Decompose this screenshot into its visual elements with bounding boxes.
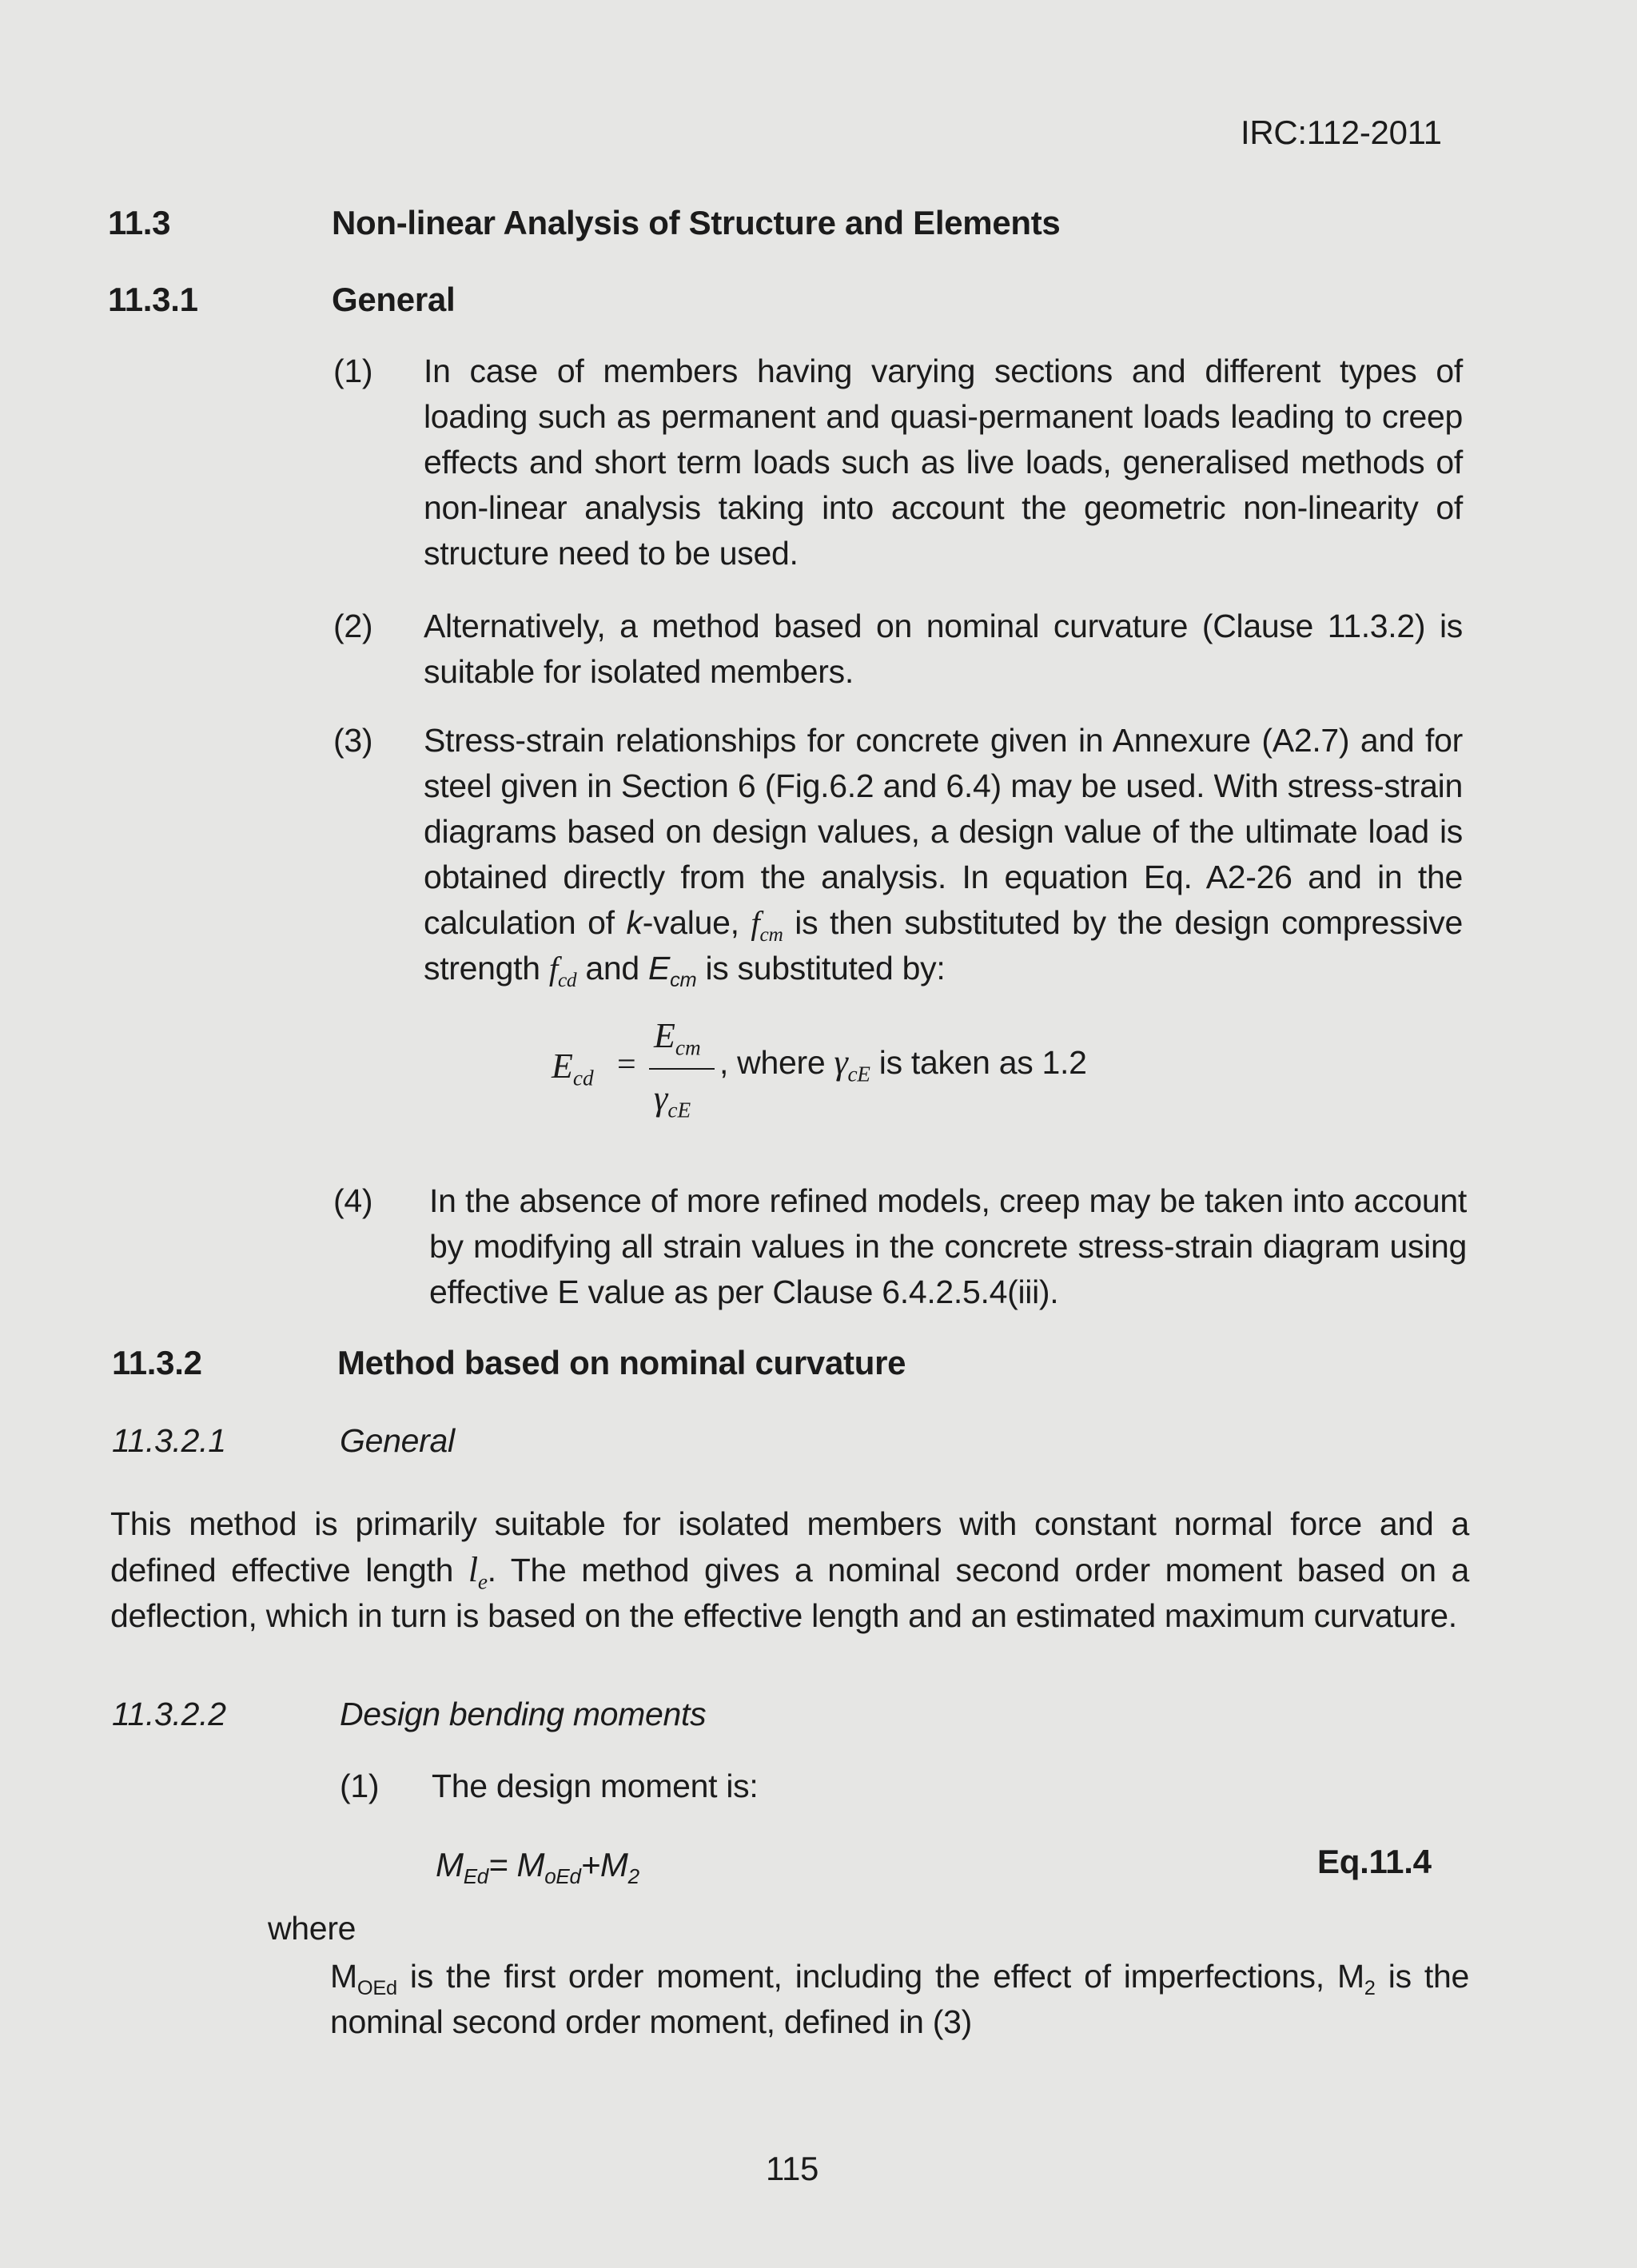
formula-equals: = — [617, 1046, 636, 1083]
item-text: The design moment is: — [432, 1768, 759, 1804]
clause-title: Design bending moments — [340, 1696, 707, 1732]
item-label: (1) — [333, 353, 373, 389]
general-paragraph: This method is primarily suitable for isolated members with constant normal force and a defined effective length $l_e$. The method gives a nominal second order moment based on a deflection, which in turn is based on the effective length and an estimated maximum curvature. — [110, 1505, 1469, 1634]
item-label: (4) — [333, 1182, 373, 1219]
page-number: 115 — [766, 2150, 819, 2187]
subsection-title: General — [332, 281, 456, 318]
formula-denominator: $\gamma_{cE}$ — [654, 1078, 691, 1122]
clause-number: 11.3.2.2 — [112, 1696, 226, 1732]
section-title: Non-linear Analysis of Structure and Elements — [332, 204, 1061, 241]
item-label: (3) — [333, 722, 373, 759]
clause-title: General — [340, 1422, 455, 1459]
formula-ecd — [552, 1015, 1191, 1135]
formula-design-moment: $M_{Ed}= M_{oEd}+M_2$ — [436, 1846, 639, 1889]
formula-ecd-lhs: $E_{cd}$ — [552, 1046, 594, 1090]
subsection-number: 11.3.1 — [108, 281, 198, 318]
item-text: In case of members having varying sections and different types of loading such as permanent and quasi-permanent loads leading to creep effects and short term loads such as live loads, generalised methods of non-linear analysis taking into account the geometric non-linearity of structure need to be used. — [424, 353, 1463, 572]
item-text: In the absence of more refined models, creep may be taken into account by modifying all strain values in the concrete stress-strain diagram using effective E value as per Clause 6.4.2.5.4(iii). — [429, 1182, 1467, 1310]
item-text: Alternatively, a method based on nominal curvature (Clause 11.3.2) is suitable for isolated members. — [424, 608, 1463, 690]
subsection-title: Method based on nominal curvature — [337, 1344, 906, 1381]
formula-where-text: , where $\gamma_{cE}$ is taken as 1.2 — [719, 1042, 1087, 1086]
doc-code: IRC:112-2011 — [1241, 114, 1442, 151]
item-label: (1) — [340, 1768, 380, 1804]
equation-label: Eq.11.4 — [1317, 1843, 1432, 1880]
item-label: (2) — [333, 608, 373, 644]
subsection-number: 11.3.2 — [112, 1344, 202, 1381]
clause-number: 11.3.2.1 — [112, 1422, 226, 1459]
item-text: Stress-strain relationships for concrete given in Annexure (A2.7) and for steel given in Section 6 (Fig.6.2 and 6.4) may be used. With stress-strain diagrams based on design values, a design value of the ultimate load is obtained directly from the analysis. In equation Eq. A2-26 and in the calculation of k-value, $f_{cm}$ is then substituted by the design compressive strength $f_{cd}$ and $E_{cm}$ is substituted by: — [424, 722, 1463, 991]
section-number: 11.3 — [108, 204, 171, 241]
where-word: where — [268, 1910, 356, 1947]
where-definition: $M_{OEd}$ is the first order moment, including the effect of imperfections, $M_2$ is the nominal second order moment, defined in (3) — [330, 1958, 1469, 2040]
fraction-bar — [649, 1068, 715, 1070]
formula-numerator: $E_{cm}$ — [654, 1016, 701, 1060]
